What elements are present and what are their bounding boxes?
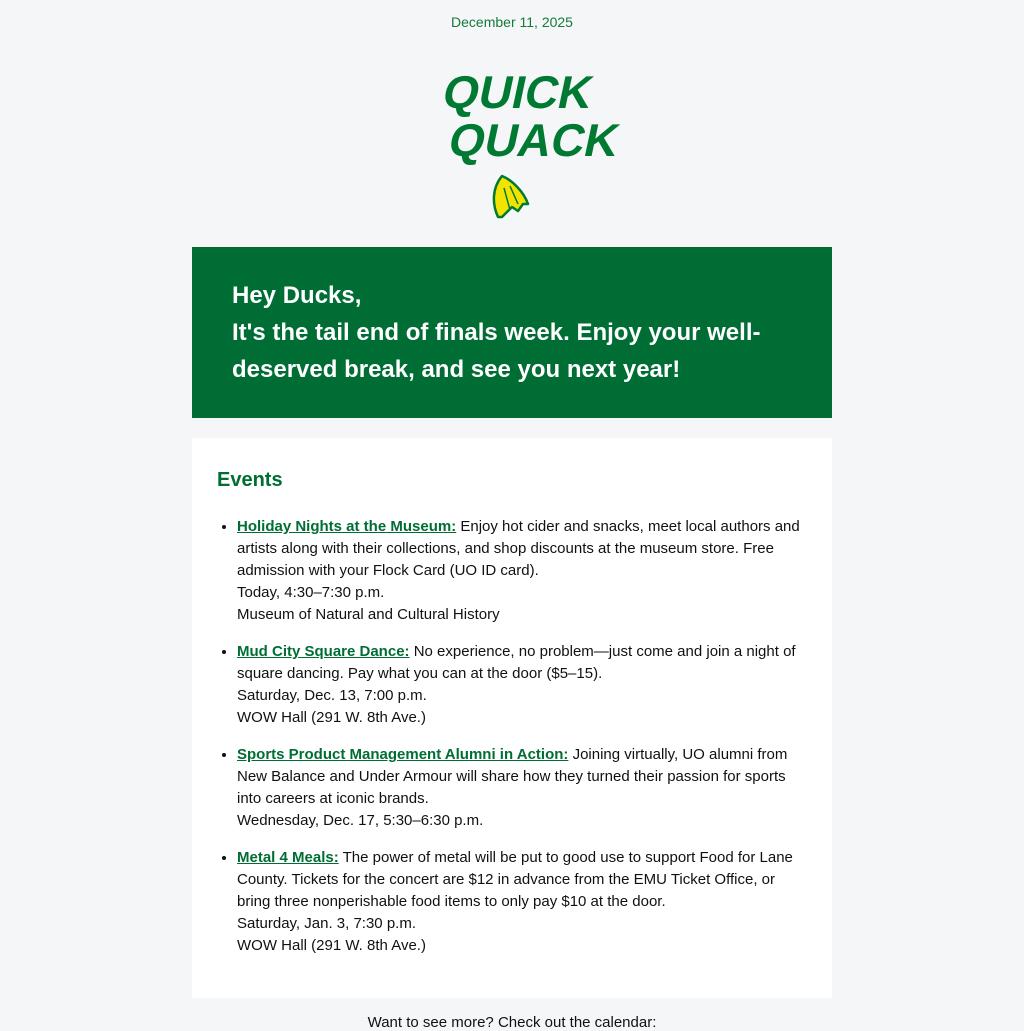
logo-line1: QUICK [438,66,598,118]
event-description: Enjoy hot cider and snacks, meet local authors and artists along with their collections, and shop discounts at the museum store. Free admission with your Flock Card (UO ID card). [237,518,800,579]
event-item [237,847,807,957]
event-item [237,744,807,832]
event-item [237,641,807,729]
duck-foot-icon [494,176,528,217]
event-location: Museum of Natural and Cultural History [237,606,500,623]
hero-message: It's the tail end of finals week. Enjoy your well-deserved break, and see you next year! [232,319,761,383]
event-description: Joining virtually, UO alumni from New Balance and Under Armour will share how they turned their passion for sports into careers at iconic brands. [237,746,788,807]
event-time: Today, 4:30–7:30 p.m. [237,584,385,601]
event-link-metal-4-meals[interactable]: Metal 4 Meals: [237,849,339,866]
event-description: The power of metal will be put to good use to support Food for Lane County. Tickets for the concert are $12 in advance from the EMU Ticket Office, or bring three nonperishable food items to only pay $10 at the door. [237,849,793,910]
newsletter-date: December 11, 2025 [451,14,573,30]
event-time: Saturday, Jan. 3, 7:30 p.m. [237,915,416,932]
events-list [217,516,807,957]
event-link-square-dance[interactable]: Mud City Square Dance: [237,643,410,660]
event-location: WOW Hall (291 W. 8th Ave.) [237,709,426,726]
quick-quack-logo [428,64,624,224]
event-description: No experience, no problem—just come and join a night of square dancing. Pay what you can at the door ($5–15). [237,643,796,682]
event-time: Saturday, Dec. 13, 7:00 p.m. [237,687,427,704]
event-item [237,516,807,626]
event-link-sports-alumni[interactable]: Sports Product Management Alumni in Action: [237,746,569,763]
hero-greeting: Hey Ducks, [232,282,362,309]
event-time: Wednesday, Dec. 17, 5:30–6:30 p.m. [237,812,484,829]
logo-line2: QUACK [444,114,624,166]
events-heading: Events [217,469,283,491]
event-link-holiday-nights[interactable]: Holiday Nights at the Museum: [237,518,457,535]
events-card [192,438,832,998]
calendar-prompt: Want to see more? Check out the calendar: [367,1014,657,1031]
event-location: WOW Hall (291 W. 8th Ave.) [237,937,426,954]
hero-banner [192,247,832,418]
